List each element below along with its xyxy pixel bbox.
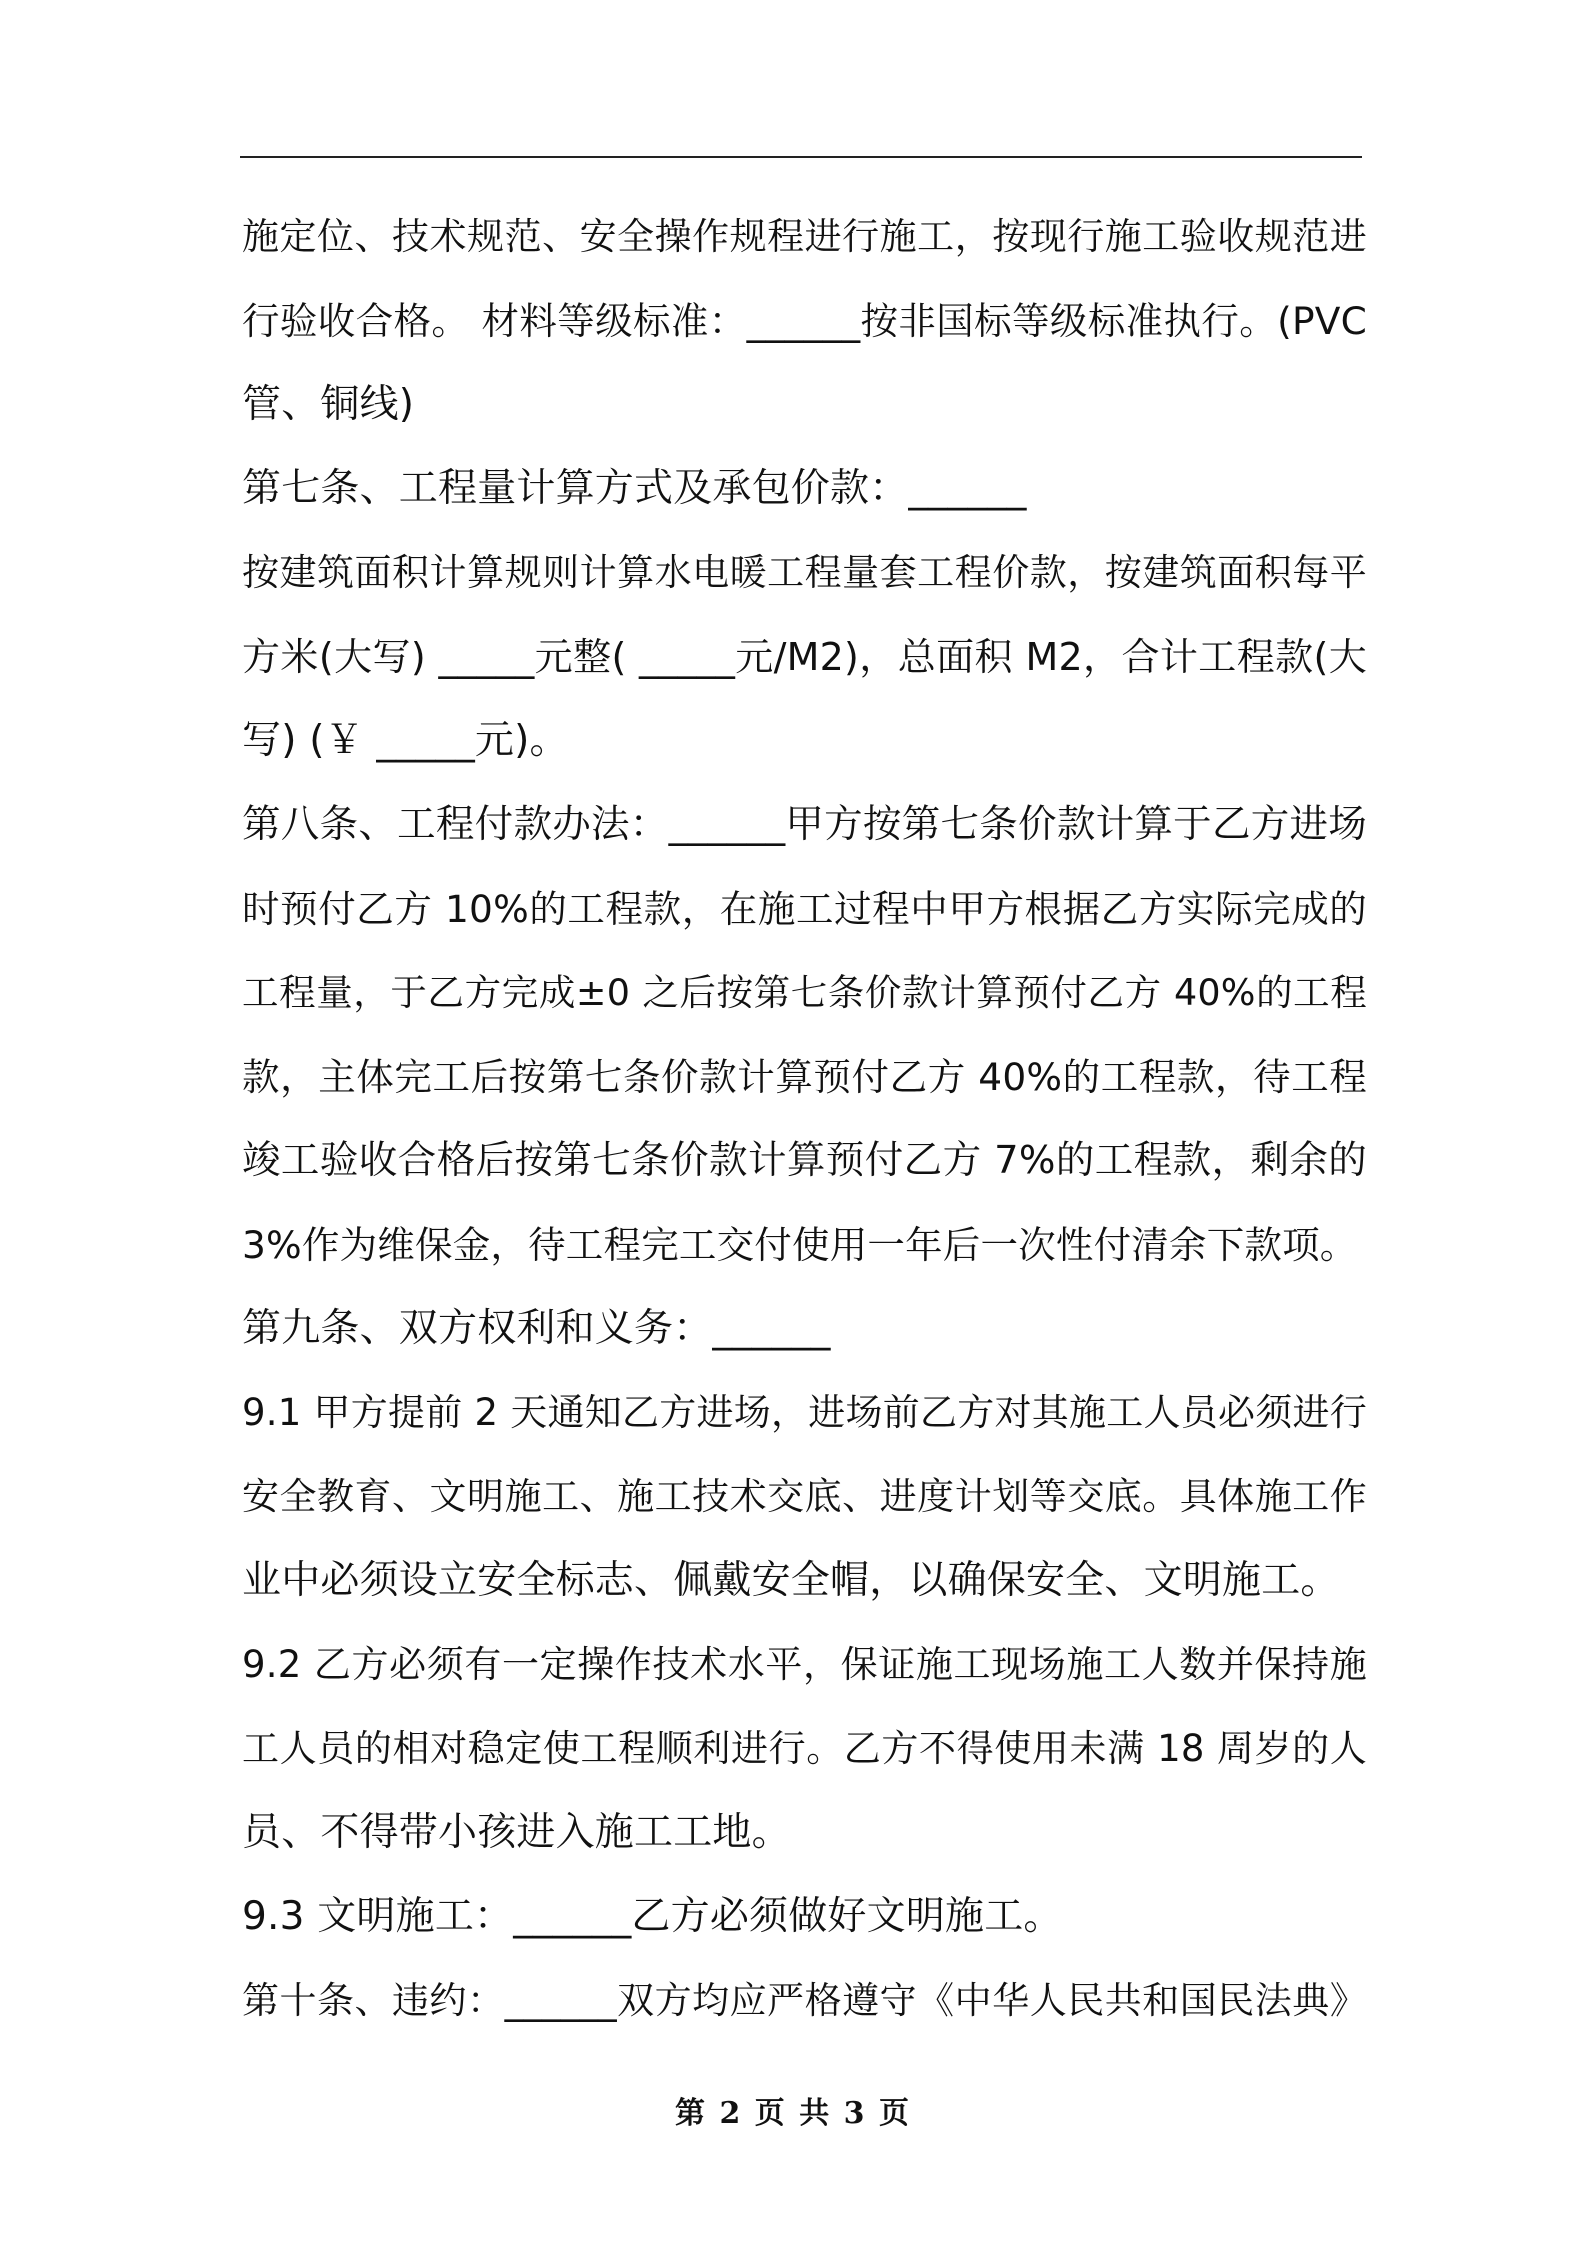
text-line-12: 竣工验收合格后按第七条价款计算预付乙方 7%的工程款，剩余的	[242, 1138, 1367, 1183]
contract-body	[242, 195, 1367, 2043]
text-line-13: 3%作为维保金，待工程完工交付使用一年后一次性付清余下款项。	[242, 1223, 1358, 1267]
header-rule	[240, 156, 1362, 158]
text-line-6: 方米(大写) _____元整( _____元/M2)，总面积 M2，合计工程款(大	[242, 635, 1367, 679]
clause-9-3: 9.3 文明施工：______乙方必须做好文明施工。	[242, 1894, 1063, 1939]
article-8-heading: 第八条、工程付款办法：______甲方按第七条价款计算于乙方进场	[242, 802, 1367, 847]
clause-9-2-line-1: 9.2 乙方必须有一定操作技术水平，保证施工现场施工人数并保持施	[242, 1643, 1367, 1686]
article-9-heading: 第九条、双方权利和义务：______	[242, 1306, 831, 1351]
page-number-footer: 第 2 页 共 3 页	[675, 2096, 911, 2131]
text-line-9: 时预付乙方 10%的工程款，在施工过程中甲方根据乙方实际完成的	[242, 887, 1367, 931]
clause-9-1-line-3: 业中必须设立安全标志、佩戴安全帽，以确保安全、文明施工。	[242, 1558, 1340, 1603]
text-line-11: 款，主体完工后按第七条价款计算预付乙方 40%的工程款，待工程	[242, 1055, 1367, 1099]
text-line-3: 管、铜线)	[242, 382, 415, 427]
text-line-10: 工程量，于乙方完成±0 之后按第七条价款计算预付乙方 40%的工程	[242, 971, 1367, 1014]
clause-9-1-line-2: 安全教育、文明施工、施工技术交底、进度计划等交底。具体施工作	[242, 1475, 1367, 1518]
text-line-2: 行验收合格。 材料等级标准：______按非国标等级标准执行。(PVC	[242, 299, 1367, 343]
clause-9-1-line-1: 9.1 甲方提前 2 天通知乙方进场，进场前乙方对其施工人员必须进行	[242, 1391, 1367, 1434]
article-7-heading: 第七条、工程量计算方式及承包价款：______	[242, 466, 1027, 511]
article-10-heading: 第十条、违约：______双方均应严格遵守《中华人民共和国民法典》	[242, 1979, 1367, 2022]
text-line-5: 按建筑面积计算规则计算水电暖工程量套工程价款，按建筑面积每平	[242, 551, 1367, 594]
text-line-1: 施定位、技术规范、安全操作规程进行施工，按现行施工验收规范进	[242, 215, 1367, 258]
clause-9-2-line-3: 员、不得带小孩进入施工工地。	[242, 1810, 791, 1855]
clause-9-2-line-2: 工人员的相对稳定使工程顺利进行。乙方不得使用未满 18 周岁的人	[242, 1727, 1367, 1770]
text-line-7: 写) (￥ _____元)。	[242, 718, 569, 763]
